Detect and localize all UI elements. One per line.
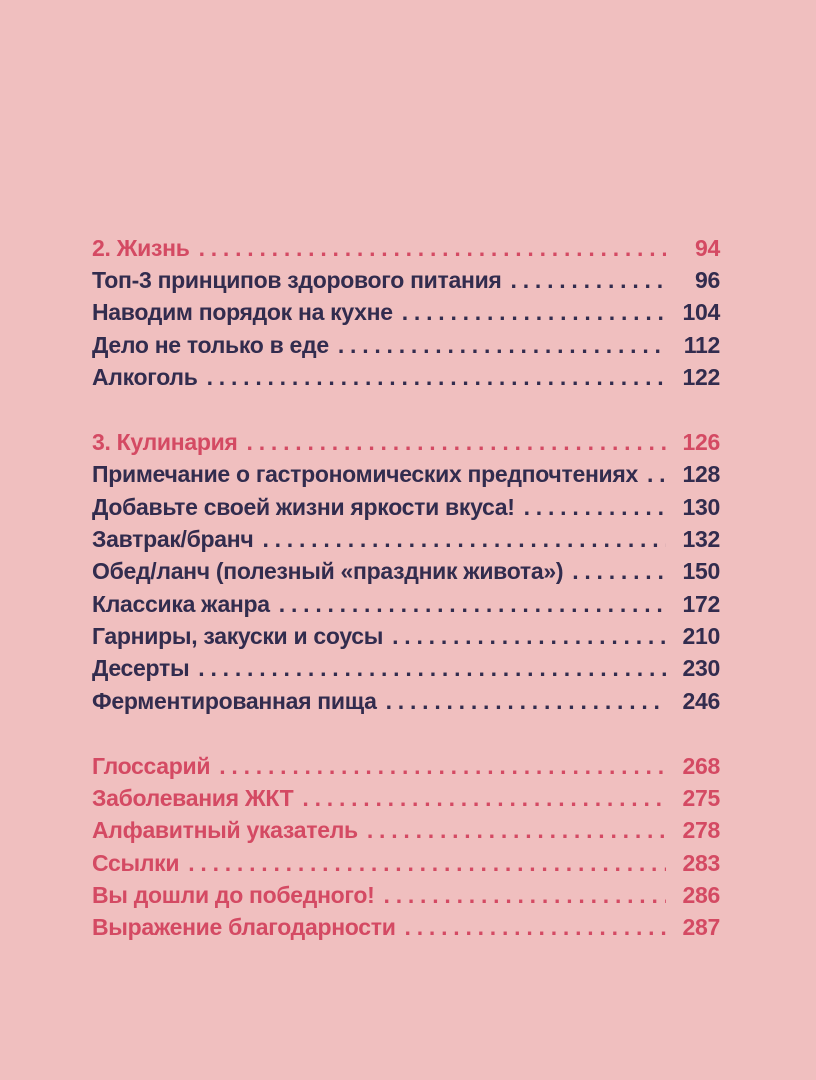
toc-entry-label: Примечание о гастрономических предпочтениях (92, 461, 638, 488)
dot-leader (402, 299, 666, 326)
toc-entry-page-number: 275 (682, 785, 720, 812)
toc-entry (92, 329, 720, 361)
toc-entry-label: 3. Кулинария (92, 429, 238, 456)
toc-entry (92, 361, 720, 393)
toc-entry-page-number: 150 (682, 558, 720, 585)
toc-entry (92, 782, 720, 814)
toc-entry-page-number: 132 (682, 526, 720, 553)
toc-entry-page-number: 210 (682, 622, 720, 649)
toc-entry-label: Алфавитный указатель (92, 817, 358, 844)
toc-entry (92, 556, 720, 588)
table-of-contents (92, 232, 720, 944)
toc-entry-page-number: 126 (682, 429, 720, 456)
toc-entry (92, 653, 720, 685)
toc-section (92, 750, 720, 944)
toc-entry-label: Обед/ланч (полезный «праздник живота») (92, 558, 564, 585)
toc-entry-label: 2. Жизнь (92, 234, 190, 261)
dot-leader (219, 753, 666, 780)
toc-entry (92, 620, 720, 652)
toc-entry (92, 685, 720, 717)
toc-entry (92, 426, 720, 458)
toc-section (92, 232, 720, 393)
toc-entry (92, 912, 720, 944)
toc-entry-page-number: 112 (683, 331, 720, 358)
dot-leader (511, 267, 666, 294)
toc-entry-page-number: 246 (682, 687, 720, 714)
toc-entry-page-number: 268 (682, 752, 720, 779)
toc-entry-label: Наводим порядок на кухне (92, 299, 393, 326)
toc-entry-label: Ссылки (92, 849, 180, 876)
dot-leader (386, 688, 666, 715)
toc-entry-page-number: 122 (682, 363, 720, 390)
toc-entry-label: Заболевания ЖКТ (92, 785, 294, 812)
dot-leader (247, 429, 666, 456)
dot-leader (647, 461, 666, 488)
toc-entry-label: Ферментированная пища (92, 687, 377, 714)
toc-entry-label: Добавьте своей жизни яркости вкуса! (92, 493, 515, 520)
toc-entry-page-number: 96 (695, 266, 720, 293)
toc-entry-page-number: 172 (682, 590, 720, 617)
toc-section (92, 426, 720, 717)
dot-leader (199, 235, 666, 262)
toc-entry-label: Завтрак/бранч (92, 526, 254, 553)
dot-leader (262, 526, 666, 553)
toc-entry (92, 264, 720, 296)
toc-entry-page-number: 128 (682, 461, 720, 488)
dot-leader (188, 850, 666, 877)
dot-leader (302, 785, 666, 812)
dot-leader (405, 914, 666, 941)
toc-entry-label: Гарниры, закуски и соусы (92, 622, 384, 649)
dot-leader (367, 817, 666, 844)
toc-entry (92, 523, 720, 555)
toc-entry-label: Дело не только в еде (92, 331, 329, 358)
toc-entry-label: Топ-3 принципов здорового питания (92, 266, 502, 293)
toc-entry-label: Выражение благодарности (92, 914, 396, 941)
toc-entry-page-number: 287 (682, 914, 720, 941)
toc-entry-page-number: 104 (682, 299, 720, 326)
toc-entry (92, 847, 720, 879)
toc-entry-label: Вы дошли до победного! (92, 881, 375, 908)
dot-leader (207, 364, 666, 391)
dot-leader (572, 558, 666, 585)
toc-entry-page-number: 94 (695, 234, 720, 261)
toc-entry (92, 750, 720, 782)
toc-entry-page-number: 286 (682, 881, 720, 908)
toc-entry-label: Глоссарий (92, 752, 211, 779)
dot-leader (338, 332, 666, 359)
toc-entry-label: Десерты (92, 655, 190, 682)
toc-entry (92, 297, 720, 329)
dot-leader (279, 591, 666, 618)
dot-leader (384, 882, 666, 909)
toc-entry-page-number: 283 (682, 849, 720, 876)
dot-leader (392, 623, 666, 650)
toc-entry (92, 491, 720, 523)
dot-leader (524, 494, 666, 521)
toc-entry (92, 879, 720, 911)
toc-entry (92, 815, 720, 847)
dot-leader (198, 655, 666, 682)
toc-entry (92, 459, 720, 491)
toc-entry (92, 588, 720, 620)
toc-entry-label: Алкоголь (92, 363, 198, 390)
toc-entry-page-number: 230 (682, 655, 720, 682)
toc-entry (92, 232, 720, 264)
toc-entry-label: Классика жанра (92, 590, 270, 617)
toc-entry-page-number: 130 (682, 493, 720, 520)
toc-entry-page-number: 278 (682, 817, 720, 844)
